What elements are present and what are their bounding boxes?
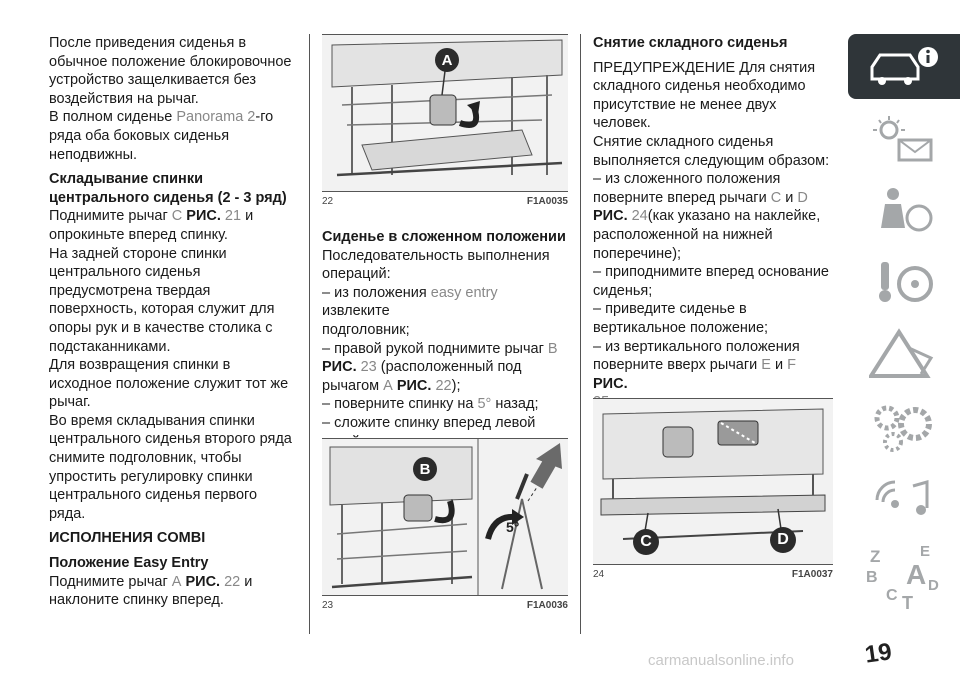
text: извлеките подголовник; xyxy=(322,303,410,338)
ref-fig: РИС. xyxy=(593,375,628,392)
text: и xyxy=(770,357,788,374)
index-letter: E xyxy=(920,543,931,560)
ref-letter: C xyxy=(171,208,183,225)
paragraph xyxy=(49,573,297,610)
ref-letter: A xyxy=(383,377,393,394)
text: и опрокиньте вперед спинку. На задней стороне спинки центрального сиденья предусмотрена твердая поверхность, которая служит для опоры рук и в качестве столика с подстаканниками. Для возвращения спинки в исходное положение служит тот же рычаг. Во время складывания спинки центрального сиденья второго ряда снимите подголовник, чтобы упростить регулировку спинки центрального сиденья первого ряда. xyxy=(49,208,292,522)
callout-letter: C xyxy=(633,529,659,555)
callout-letter: B xyxy=(413,457,437,481)
figure-22 xyxy=(322,34,568,207)
figure-number: 22 xyxy=(322,196,334,207)
warning-triangle-icon xyxy=(869,328,939,382)
index-letter: B xyxy=(866,569,878,586)
ref-fig: РИС. xyxy=(182,208,221,225)
text: назад; xyxy=(491,396,539,413)
figure-frame xyxy=(322,34,568,192)
figure-caption xyxy=(322,600,568,611)
safety-icon xyxy=(869,184,939,238)
figure-code: F1A0035 xyxy=(526,196,568,207)
section-heading: ИСПОЛНЕНИЯ COMBI xyxy=(49,530,206,547)
ref-number: 21 xyxy=(220,208,242,225)
ref-number: 22 xyxy=(220,573,241,590)
figure-code: F1A0037 xyxy=(791,569,833,580)
ref-number: 23 xyxy=(356,359,377,376)
ref-fig: РИС. xyxy=(181,573,221,590)
figure-number: 24 xyxy=(593,569,605,580)
index-letter: D xyxy=(928,577,939,594)
figure-frame xyxy=(322,438,568,596)
index-letter: C xyxy=(886,587,898,604)
ref-number: 22 xyxy=(431,377,452,394)
ref-number: 24 xyxy=(627,208,648,225)
sidebar-item-lights[interactable] xyxy=(848,106,960,171)
seat-removal-illustration xyxy=(593,399,833,564)
ref-letter: F xyxy=(787,357,796,374)
angle-value: 5° xyxy=(477,396,492,413)
gears-icon xyxy=(869,400,939,454)
paragraph xyxy=(322,340,568,396)
model-name: Panorama 2 xyxy=(176,109,256,126)
text: и xyxy=(781,189,798,206)
ref-letter: B xyxy=(547,340,558,357)
paragraph xyxy=(49,207,297,523)
paragraph xyxy=(322,284,568,340)
figure-24 xyxy=(593,398,833,580)
multimedia-icon xyxy=(869,472,939,526)
text: Поднимите рычаг xyxy=(49,573,172,590)
seat-fold-illustration xyxy=(322,439,568,595)
figure-number: 23 xyxy=(322,600,334,611)
text: и наклоните спинку вперед. xyxy=(49,573,253,609)
paragraph: Последовательность выполнения операций: xyxy=(322,247,550,283)
ref-fig: РИС. xyxy=(593,208,628,225)
text: Поднимите рычаг xyxy=(49,208,172,225)
column-divider xyxy=(580,34,581,634)
sidebar-item-index[interactable] xyxy=(848,538,960,618)
index-letter: Z xyxy=(870,547,881,566)
car-info-icon xyxy=(864,43,944,91)
sidebar-item-emergency[interactable] xyxy=(848,322,960,387)
ref-fig: РИС. xyxy=(322,359,357,376)
dashboard-lights-icon xyxy=(869,114,939,164)
column-divider xyxy=(309,34,310,634)
watermark: carmanualsonline.info xyxy=(648,652,794,669)
sidebar-item-safety[interactable] xyxy=(848,178,960,243)
ref-letter: D xyxy=(797,189,808,206)
sidebar-item-maintenance[interactable] xyxy=(848,394,960,459)
ref-letter: E xyxy=(761,357,771,374)
angle-label: 5° xyxy=(506,519,520,535)
paragraph: – сложите спинку вперед левой xyxy=(322,414,536,431)
text: – из положения xyxy=(322,284,431,301)
paragraph xyxy=(49,108,297,164)
index-letter: T xyxy=(902,593,913,613)
figure-caption xyxy=(593,569,833,580)
section-heading: Положение Easy Entry xyxy=(49,555,209,572)
paragraph xyxy=(322,395,568,414)
page-number: 19 xyxy=(863,638,894,669)
ref-fig: РИС. xyxy=(392,377,432,394)
figure-caption xyxy=(322,196,568,207)
text: -го ряда оба боковых сиденья неподвижны. xyxy=(49,109,274,163)
text-column-1 xyxy=(49,34,297,610)
sidebar-item-steering[interactable] xyxy=(848,250,960,315)
text: (расположенный под рычагом xyxy=(322,359,522,394)
ref-letter: C xyxy=(770,189,782,206)
section-heading: Сиденье в сложенном положении xyxy=(322,229,566,245)
mode-name: easy entry xyxy=(430,284,498,301)
paragraph: После приведения сиденья в обычное положение блокировочное устройство защелкивается без воздействия на рычаг. xyxy=(49,35,292,107)
callout-letter: D xyxy=(770,527,796,553)
index-letter: A xyxy=(906,559,927,590)
index-icon xyxy=(862,543,946,613)
warning-paragraph: ПРЕДУПРЕЖДЕНИЕ Для снятия складного сиденья необходимо присутствие не менее двух человек. xyxy=(593,59,816,132)
sidebar-item-car-info[interactable] xyxy=(848,34,960,99)
text: – поверните спинку на xyxy=(322,396,478,413)
callout-letter: A xyxy=(435,48,459,72)
ref-letter: A xyxy=(171,573,182,590)
text: ); xyxy=(451,377,461,394)
text: (как указано на наклейке, расположенной на нижней поперечине); – приподнимите вперед основание сиденья; – приведите сиденье в вертикальное положение; – из вертикального положения поверните вверх рычаги xyxy=(593,208,829,374)
figure-code: F1A0036 xyxy=(526,600,568,611)
steering-icon xyxy=(869,256,939,310)
section-heading: Снятие складного сиденья xyxy=(593,35,788,51)
figure-frame xyxy=(593,398,833,565)
section-heading: Складывание спинки центрального сиденья (2 - 3 ряд) xyxy=(49,171,287,206)
sidebar-item-multimedia[interactable] xyxy=(848,466,960,531)
text: В полном сиденье xyxy=(49,109,177,126)
text: Снятие складного сиденья выполняется следующим образом: – из сложенного положения поверните вперед рычаги xyxy=(593,133,830,206)
figure-23 xyxy=(322,438,568,611)
text: – правой рукой поднимите рычаг xyxy=(322,340,548,357)
